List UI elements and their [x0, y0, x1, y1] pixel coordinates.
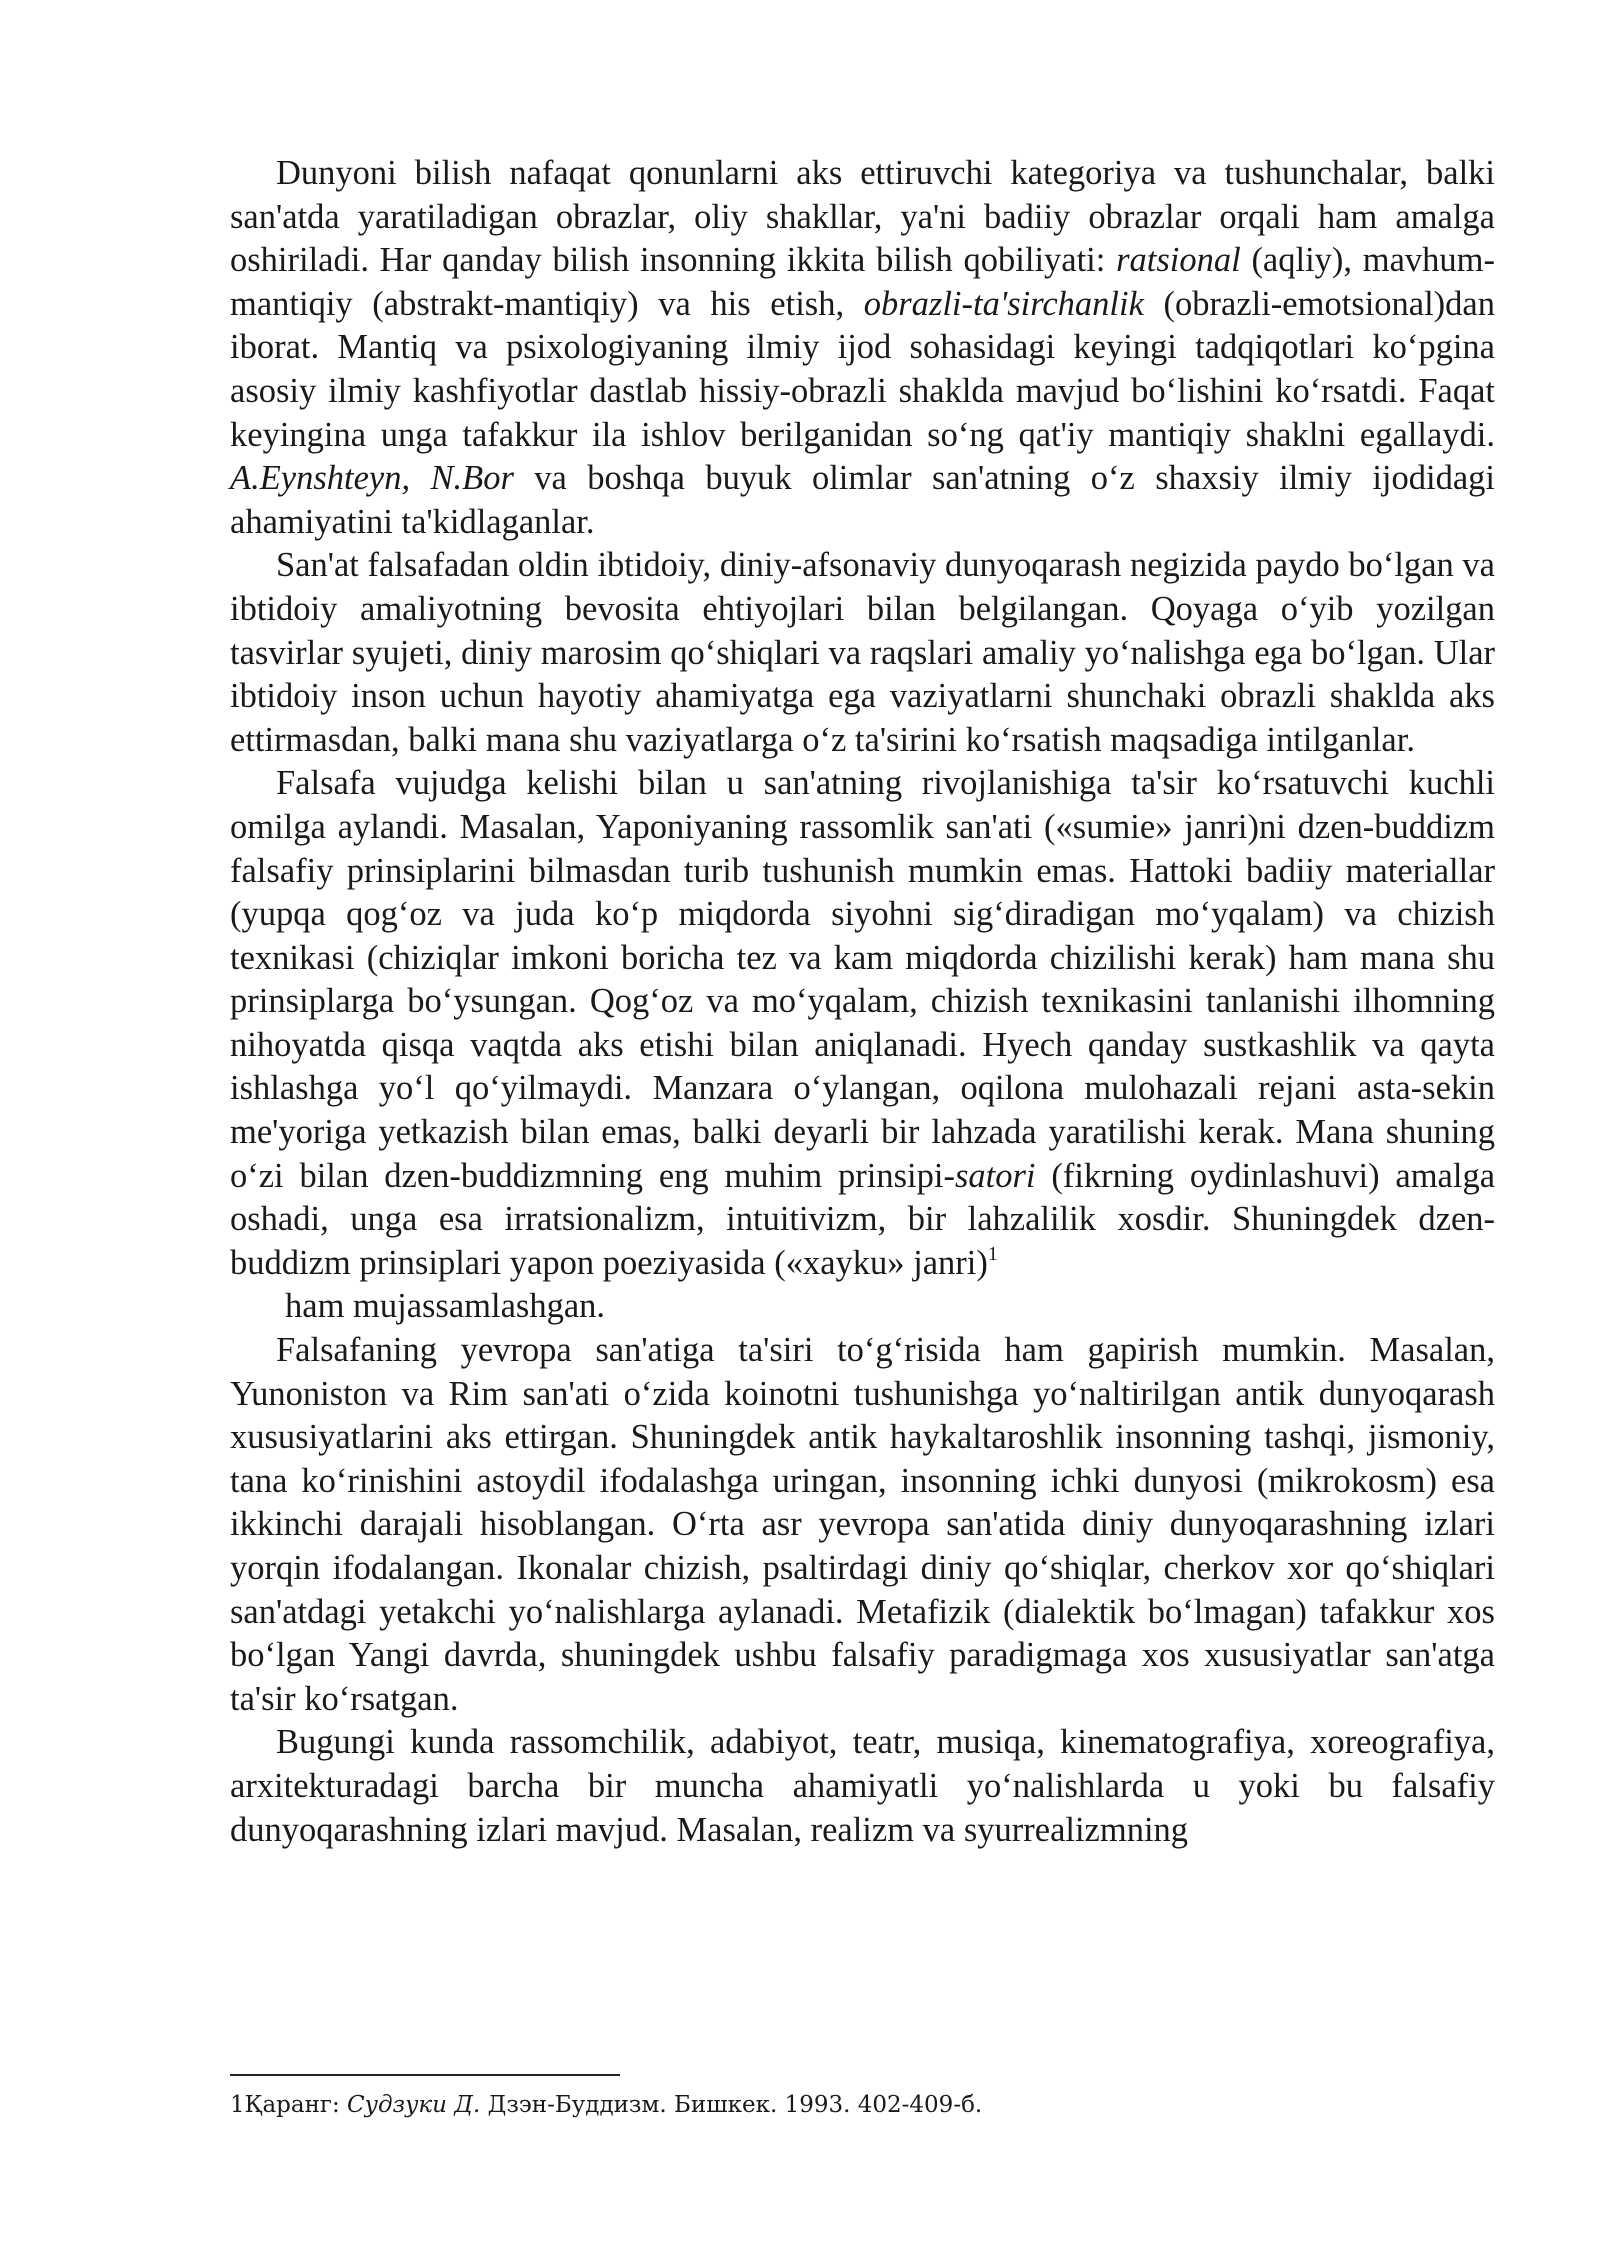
paragraph — [230, 1721, 1495, 1852]
footnote-author: Судзуки Д. — [347, 2092, 481, 2118]
text-run: Falsafa vujudga kelishi bilan u san'atning rivojlanishiga ta'sir ko‘rsatuvchi kuchli omilga aylandi. Masalan, Yaponiyaning rassomlik san'ati («sumie» janri)ni dzen-buddizm falsafiy prinsiplarini bilmasdan turib tushunish mumkin emas. Hattoki badiiy materiallar (yupqa qog‘oz va juda ko‘p miqdorda siyohni sig‘diradigan mo‘yqalam) va chizish texnikasi (chiziqlar imkoni boricha tez va kam miqdorda chizilishi kerak) ham mana shu prinsiplarga bo‘ysungan. Qog‘oz va mo‘yqalam, chizish texnikasini tanlanishi ilhomning nihoyatda qisqa vaqtda aks etishi bilan aniqlanadi. Hyech qanday sustkashlik va qayta ishlashga yo‘l qo‘yilmaydi. Manzara o‘ylangan, oqilona mulohazali rejani asta-sekin me'yoriga yetkazish bilan emas, balki deyarli bir lahzada yaratilishi kerak. Mana shuning o‘zi bilan dzen-buddizmning eng muhim prinsipi- — [230, 764, 1495, 1195]
footnote-prefix: Қаранг: — [244, 2092, 348, 2118]
italic-term: obrazli-ta'sirchanlik — [863, 284, 1144, 323]
document-body — [230, 152, 1495, 1852]
footnote-text: Дзэн-Буддизм. Бишкек. 1993. 402-409-б. — [480, 2092, 983, 2118]
text-run: Dunyoni bilish nafaqat qonunlarni aks ettiruvchi kategoriya va tushunchalar, balki san'atda yaratiladigan obrazlar, oliy shakllar, ya'ni badiiy obrazlar orqali ham amalga oshiriladi. Har qanday bilish insonning ikkita bilish qobiliyati: — [230, 154, 1495, 280]
paragraph — [230, 1329, 1495, 1721]
paragraph-continuation — [230, 1285, 1495, 1329]
text-run: (aqliy), mavhum-mantiqiy (abstrakt-mantiqiy) va his etish, — [230, 241, 1495, 323]
text-run: (obrazli-emotsional)dan iborat. Mantiq va psixologiyaning ilmiy ijod sohasidagi keyingi tadqiqotlari ko‘pgina asosiy ilmiy kashfiyotlar dastlab hissiy-obrazli shaklda mavjud bo‘lishini ko‘rsatdi. Faqat keyingina unga tafakkur ila ishlov berilganidan so‘ng qat'iy mantiqiy shaklni egallaydi. — [230, 284, 1495, 454]
paragraph — [230, 762, 1495, 1285]
text-run: Bugungi kunda rassomchilik, adabiyot, teatr, musiqa, kinematografiya, xoreografiya, arxitekturadagi barcha bir muncha ahamiyatli yo‘nalishlarda u yoki bu falsafiy dunyoqarashning izlari mavjud. Masalan, realizm va syurrealizmning — [230, 1723, 1495, 1849]
footnote — [230, 2090, 1495, 2120]
text-run: Falsafaning yevropa san'atiga ta'siri to‘g‘risida ham gapirish mumkin. Masalan, Yunoniston va Rim san'ati o‘zida koinotni tushunishga yo‘naltirilgan antik dunyoqarash xususiyatlarini aks ettirgan. Shuningdek antik haykaltaroshlik insonning tashqi, jismoniy, tana ko‘rinishini astoydil ifodalashga uringan, insonning ichki dunyosi (mikrokosm) esa ikkinchi darajali hisoblangan. O‘rta asr yevropa san'atida diniy dunyoqarashning izlari yorqin ifodalangan. Ikonalar chizish, psaltirdagi diniy qo‘shiqlar, cherkov xor qo‘shiqlari san'atdagi yetakchi yo‘nalishlarga aylanadi. Metafizik (dialektik bo‘lmagan) tafakkur xos bo‘lgan Yangi davrda, shuningdek ushbu falsafiy paradigmaga xos xususiyatlar san'atga ta'sir ko‘rsatgan. — [230, 1331, 1495, 1718]
footnote-reference[interactable]: 1 — [987, 1242, 998, 1265]
paragraph — [230, 152, 1495, 544]
footnote-separator — [230, 2074, 620, 2076]
text-run: (fikrning oydinlashuvi) amalga oshadi, unga esa irratsionalizm, intuitivizm, bir lahzalilik xosdir. Shuningdek dzen-buddizm prinsiplari yapon poeziyasida («xayku» janri) — [230, 1156, 1496, 1282]
italic-term: A.Eynshteyn, N.Bor — [230, 459, 514, 498]
paragraph — [230, 544, 1495, 762]
text-run: San'at falsafadan oldin ibtidoiy, diniy-afsonaviy dunyoqarash negizida paydo bo‘lgan va ibtidoiy amaliyotning bevosita ehtiyojlari bilan belgilangan. Qoyaga o‘yib yozilgan tasvirlar syujeti, diniy marosim qo‘shiqlari va raqslari amaliy yo‘nalishga ega bo‘lgan. Ular ibtidoiy inson uchun hayotiy ahamiyatga ega vaziyatlarni shunchaki obrazli shaklda aks ettirmasdan, balki mana shu vaziyatlarga o‘z ta'sirini ko‘rsatish maqsadiga intilganlar. — [230, 546, 1495, 759]
text-run: va boshqa buyuk olimlar san'atning o‘z shaxsiy ilmiy ijodidagi ahamiyatini ta'kidlaganlar. — [230, 459, 1495, 541]
text-run: ham mujassamlashgan. — [285, 1287, 606, 1326]
italic-term: satori — [954, 1156, 1036, 1195]
footnote-marker: 1 — [230, 2092, 245, 2118]
italic-term: ratsional — [1116, 241, 1241, 280]
